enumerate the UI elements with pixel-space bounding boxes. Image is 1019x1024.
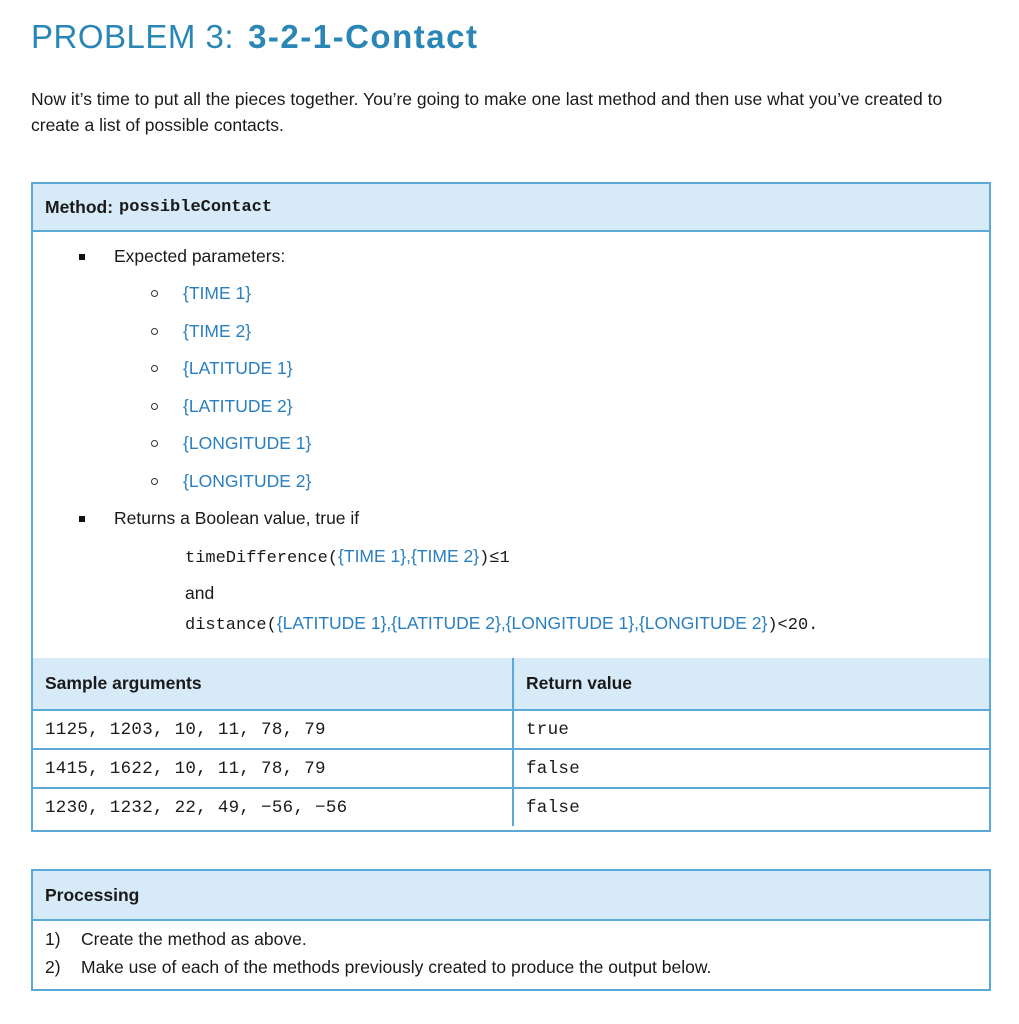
list-item bbox=[45, 953, 977, 981]
method-label: Method: bbox=[45, 196, 114, 217]
formula-and: and bbox=[185, 583, 215, 603]
circle-bullet-icon bbox=[151, 328, 158, 335]
method-name: possibleContact bbox=[119, 197, 273, 217]
return-value-cell: true bbox=[513, 710, 989, 749]
table-row bbox=[33, 788, 989, 826]
circle-bullet-icon bbox=[151, 403, 158, 410]
page-title bbox=[31, 18, 478, 56]
parameter-text: {TIME 1} bbox=[183, 283, 252, 303]
sample-arguments-cell: 1415, 1622, 10, 11, 78, 79 bbox=[33, 749, 513, 788]
formula-tail: )≤1 bbox=[479, 549, 510, 568]
list-item bbox=[45, 925, 977, 953]
step-number: 1) bbox=[45, 928, 61, 949]
square-bullet-icon bbox=[79, 516, 85, 522]
step-text: Create the method as above. bbox=[81, 928, 307, 949]
bullet-returns bbox=[79, 508, 359, 529]
method-description bbox=[33, 232, 989, 658]
intro-paragraph: Now it’s time to put all the pieces together. You’re going to make one last method and then use what you’ve created to create a list of possible contacts. bbox=[31, 89, 943, 135]
expected-parameters-label: Expected parameters: bbox=[114, 246, 286, 266]
parameter-text: {LONGITUDE 2} bbox=[183, 471, 312, 491]
parameter-item bbox=[151, 358, 293, 379]
parameter-item bbox=[151, 396, 293, 417]
sample-arguments-cell: 1125, 1203, 10, 11, 78, 79 bbox=[33, 710, 513, 749]
formula-args: {LATITUDE 1},{LATITUDE 2},{LONGITUDE 1},{LONGITUDE 2} bbox=[276, 613, 768, 633]
parameter-text: {LATITUDE 1} bbox=[183, 358, 293, 378]
processing-header: Processing bbox=[33, 871, 989, 921]
parameter-text: {LATITUDE 2} bbox=[183, 396, 293, 416]
method-box bbox=[31, 182, 991, 832]
processing-box bbox=[31, 869, 991, 991]
square-bullet-icon bbox=[79, 254, 85, 260]
sample-table-header bbox=[33, 658, 989, 710]
step-number: 2) bbox=[45, 956, 61, 977]
circle-bullet-icon bbox=[151, 290, 158, 297]
circle-bullet-icon bbox=[151, 478, 158, 485]
return-value-cell: false bbox=[513, 749, 989, 788]
title-name: 3-2-1-Contact bbox=[248, 18, 479, 55]
parameter-item bbox=[151, 433, 311, 454]
parameter-text: {TIME 2} bbox=[183, 321, 252, 341]
parameter-item bbox=[151, 471, 311, 492]
formula-fn: distance( bbox=[185, 616, 277, 635]
method-header bbox=[33, 184, 989, 232]
table-row bbox=[33, 749, 989, 788]
step-text: Make use of each of the methods previously created to produce the output below. bbox=[81, 956, 712, 977]
parameter-text: {LONGITUDE 1} bbox=[183, 433, 312, 453]
processing-list bbox=[33, 921, 989, 981]
sample-table bbox=[33, 658, 989, 826]
title-prefix: PROBLEM 3: bbox=[31, 18, 235, 55]
return-value-cell: false bbox=[513, 788, 989, 826]
circle-bullet-icon bbox=[151, 365, 158, 372]
sample-arguments-cell: 1230, 1232, 22, 49, −56, −56 bbox=[33, 788, 513, 826]
returns-label: Returns a Boolean value, true if bbox=[114, 508, 360, 528]
return-value-header: Return value bbox=[513, 658, 989, 710]
formula-time-difference bbox=[185, 546, 510, 568]
sample-arguments-header: Sample arguments bbox=[33, 658, 513, 710]
table-row bbox=[33, 710, 989, 749]
parameter-item bbox=[151, 321, 251, 342]
circle-bullet-icon bbox=[151, 440, 158, 447]
formula-tail: )<20. bbox=[767, 616, 819, 635]
formula-fn: timeDifference( bbox=[185, 549, 339, 568]
formula-distance bbox=[185, 613, 818, 635]
bullet-expected-parameters bbox=[79, 246, 285, 267]
parameter-item bbox=[151, 283, 251, 304]
formula-args: {TIME 1},{TIME 2} bbox=[338, 546, 480, 566]
